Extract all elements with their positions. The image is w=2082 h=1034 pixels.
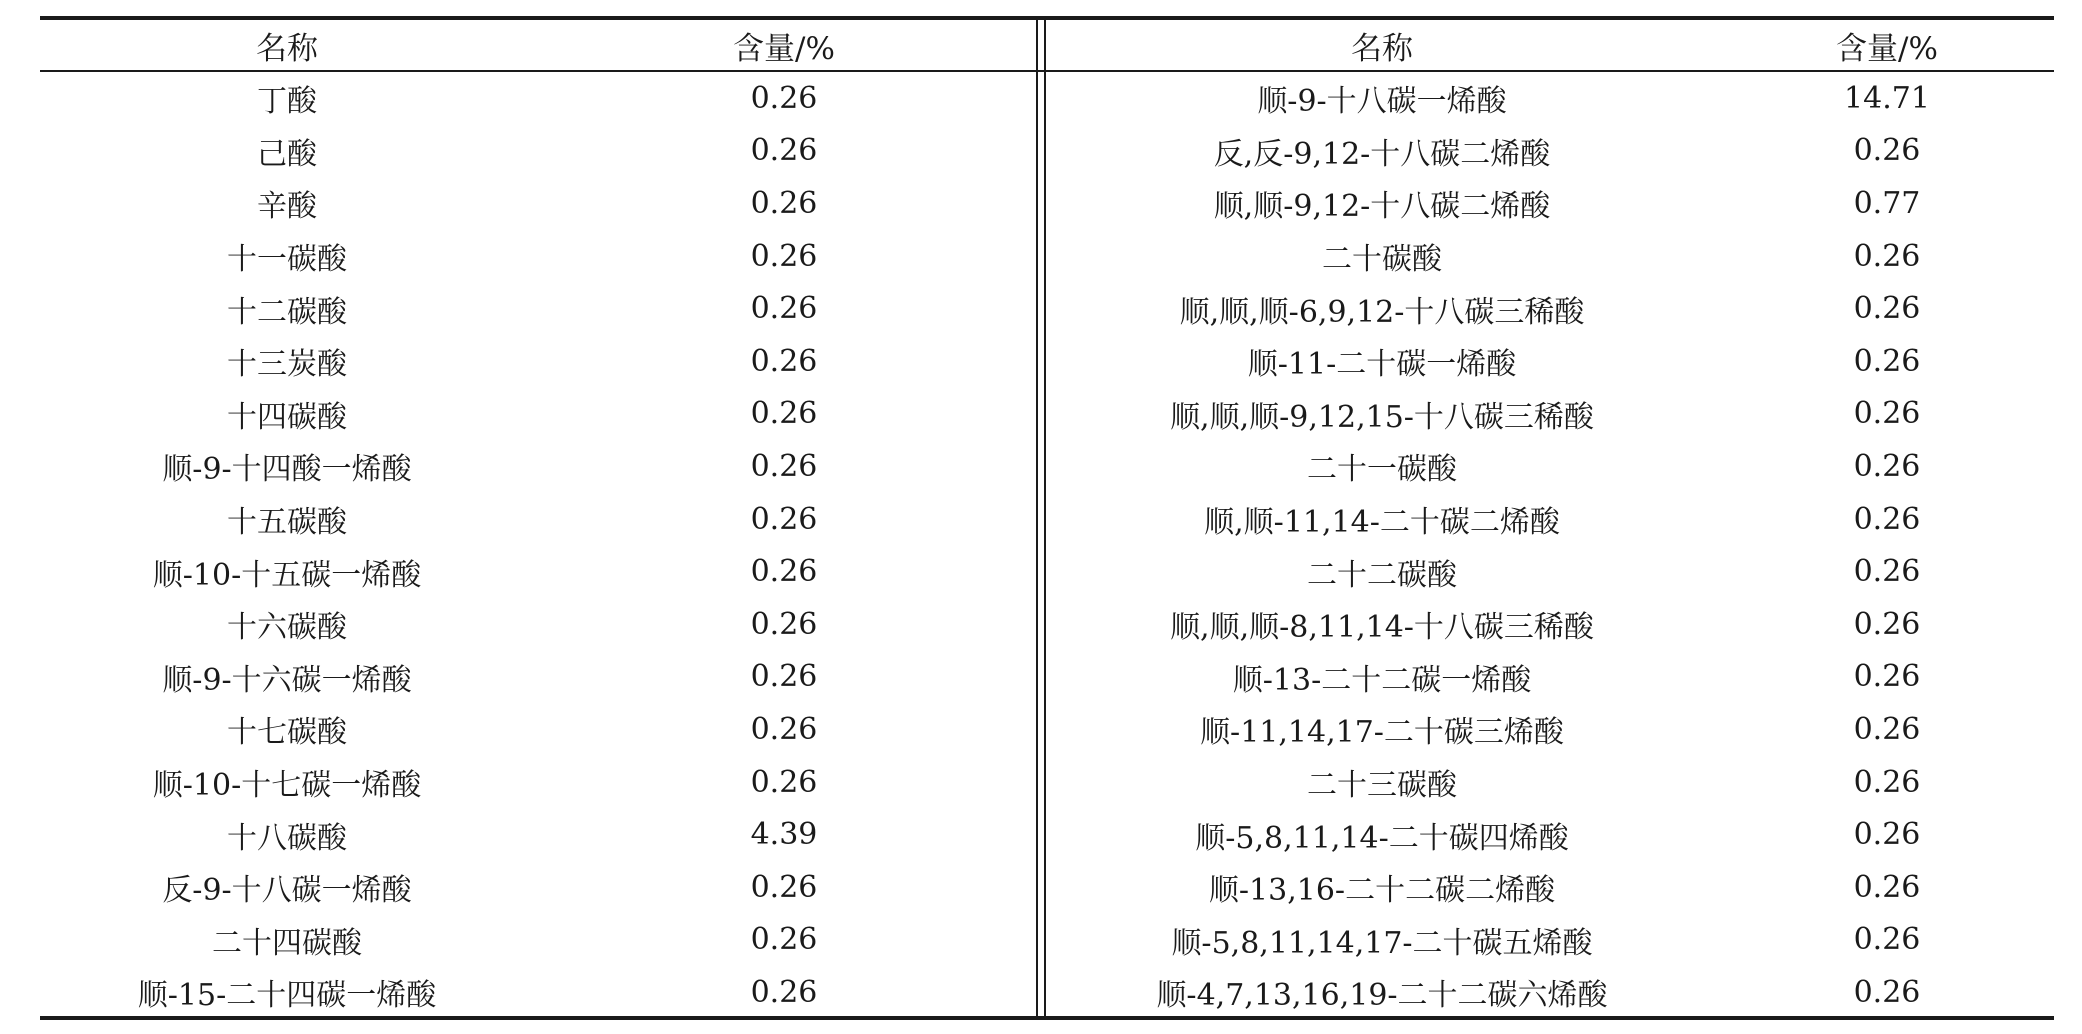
cell-name-left: 顺-9-十四酸一烯酸 [162,452,412,488]
cell-name-left: 丁酸 [257,84,317,120]
cell-content-left: 0.26 [750,711,818,747]
table-row [40,914,2054,967]
table-row [40,125,2054,178]
cell-content-left: 0.26 [750,554,818,590]
cell-content-right: 0.26 [1853,764,1921,800]
cell-name-right: 顺-9-十八碳一烯酸 [1257,84,1507,120]
cell-name-right: 反,反-9,12-十八碳二烯酸 [1213,136,1551,172]
cell-content-left: 0.26 [750,974,818,1010]
header-name-right: 名称 [1351,30,1413,67]
header-content-right: 含量/% [1836,30,1938,67]
cell-content-right: 0.26 [1853,711,1921,747]
cell-content-left: 0.26 [750,869,818,905]
header-row [40,20,2054,70]
cell-name-left: 十七碳酸 [227,715,347,751]
cell-content-right: 0.26 [1853,922,1921,958]
cell-name-right: 二十碳酸 [1322,242,1442,278]
header-content-left: 含量/% [733,30,835,67]
cell-content-right: 0.26 [1853,291,1921,327]
table-row [40,808,2054,861]
cell-name-right: 顺,顺,顺-6,9,12-十八碳三稀酸 [1179,294,1585,330]
cell-content-right: 0.26 [1853,448,1921,484]
cell-content-right: 0.26 [1853,133,1921,169]
cell-name-right: 顺-11,14,17-二十碳三烯酸 [1200,715,1564,751]
cell-content-left: 0.26 [750,764,818,800]
cell-name-right: 二十一碳酸 [1307,452,1457,488]
table-row [40,230,2054,283]
cell-content-left: 0.26 [750,606,818,642]
table-row [40,703,2054,756]
cell-name-left: 十八碳酸 [227,820,347,856]
cell-name-right: 顺,顺-11,14-二十碳二烯酸 [1204,505,1560,541]
cell-name-right: 顺-13-二十二碳一烯酸 [1232,662,1532,698]
cell-content-left: 0.26 [750,133,818,169]
cell-name-left: 十一碳酸 [227,242,347,278]
cell-content-left: 0.26 [750,238,818,274]
cell-name-left: 十五碳酸 [227,505,347,541]
cell-content-right: 14.71 [1844,80,1930,116]
table-row [40,72,2054,125]
cell-content-left: 0.26 [750,185,818,221]
table-row [40,756,2054,809]
cell-name-left: 十二碳酸 [227,294,347,330]
cell-name-left: 辛酸 [257,189,317,225]
cell-content-right: 0.26 [1853,606,1921,642]
cell-name-left: 己酸 [257,136,317,172]
cell-content-left: 0.26 [750,448,818,484]
cell-name-right: 顺-11-二十碳一烯酸 [1247,347,1517,383]
cell-name-left: 顺-9-十六碳一烯酸 [162,662,412,698]
cell-name-right: 二十三碳酸 [1307,768,1457,804]
table-row [40,282,2054,335]
cell-content-right: 0.77 [1853,185,1921,221]
cell-name-right: 二十二碳酸 [1307,557,1457,593]
header-name-left: 名称 [256,30,318,67]
cell-content-right: 0.26 [1853,974,1921,1010]
table-row [40,598,2054,651]
cell-content-left: 0.26 [750,343,818,379]
cell-content-right: 0.26 [1853,817,1921,853]
cell-content-left: 0.26 [750,922,818,958]
cell-content-left: 0.26 [750,291,818,327]
cell-name-left: 十四碳酸 [227,399,347,435]
cell-name-right: 顺-13,16-二十二碳二烯酸 [1208,873,1556,909]
table-row [40,545,2054,598]
table-row [40,493,2054,546]
table-row [40,651,2054,704]
table-row [40,440,2054,493]
cell-name-right: 顺-4,7,13,16,19-二十二碳六烯酸 [1156,978,1608,1014]
cell-name-right: 顺-5,8,11,14-二十碳四烯酸 [1195,820,1569,856]
cell-name-left: 十三炭酸 [227,347,347,383]
cell-name-left: 反-9-十八碳一烯酸 [162,873,412,909]
table-row [40,388,2054,441]
cell-name-left: 顺-15-二十四碳一烯酸 [137,978,437,1014]
cell-content-left: 0.26 [750,80,818,116]
cell-content-left: 0.26 [750,396,818,432]
cell-content-left: 0.26 [750,659,818,695]
cell-name-right: 顺,顺,顺-8,11,14-十八碳三稀酸 [1170,610,1594,646]
cell-content-right: 0.26 [1853,343,1921,379]
table-row [40,966,2054,1019]
cell-name-left: 二十四碳酸 [212,925,362,961]
cell-name-left: 顺-10-十七碳一烯酸 [152,768,422,804]
cell-name-right: 顺,顺-9,12-十八碳二烯酸 [1213,189,1551,225]
table-row [40,861,2054,914]
table-row [40,177,2054,230]
cell-name-right: 顺-5,8,11,14,17-二十碳五烯酸 [1171,925,1593,961]
cell-content-left: 4.39 [750,817,818,853]
cell-content-right: 0.26 [1853,554,1921,590]
cell-content-right: 0.26 [1853,869,1921,905]
cell-content-left: 0.26 [750,501,818,537]
cell-content-right: 0.26 [1853,238,1921,274]
table-row [40,335,2054,388]
cell-content-right: 0.26 [1853,501,1921,537]
cell-content-right: 0.26 [1853,659,1921,695]
cell-name-left: 顺-10-十五碳一烯酸 [152,557,422,593]
cell-name-right: 顺,顺,顺-9,12,15-十八碳三稀酸 [1170,399,1594,435]
cell-content-right: 0.26 [1853,396,1921,432]
cell-name-left: 十六碳酸 [227,610,347,646]
